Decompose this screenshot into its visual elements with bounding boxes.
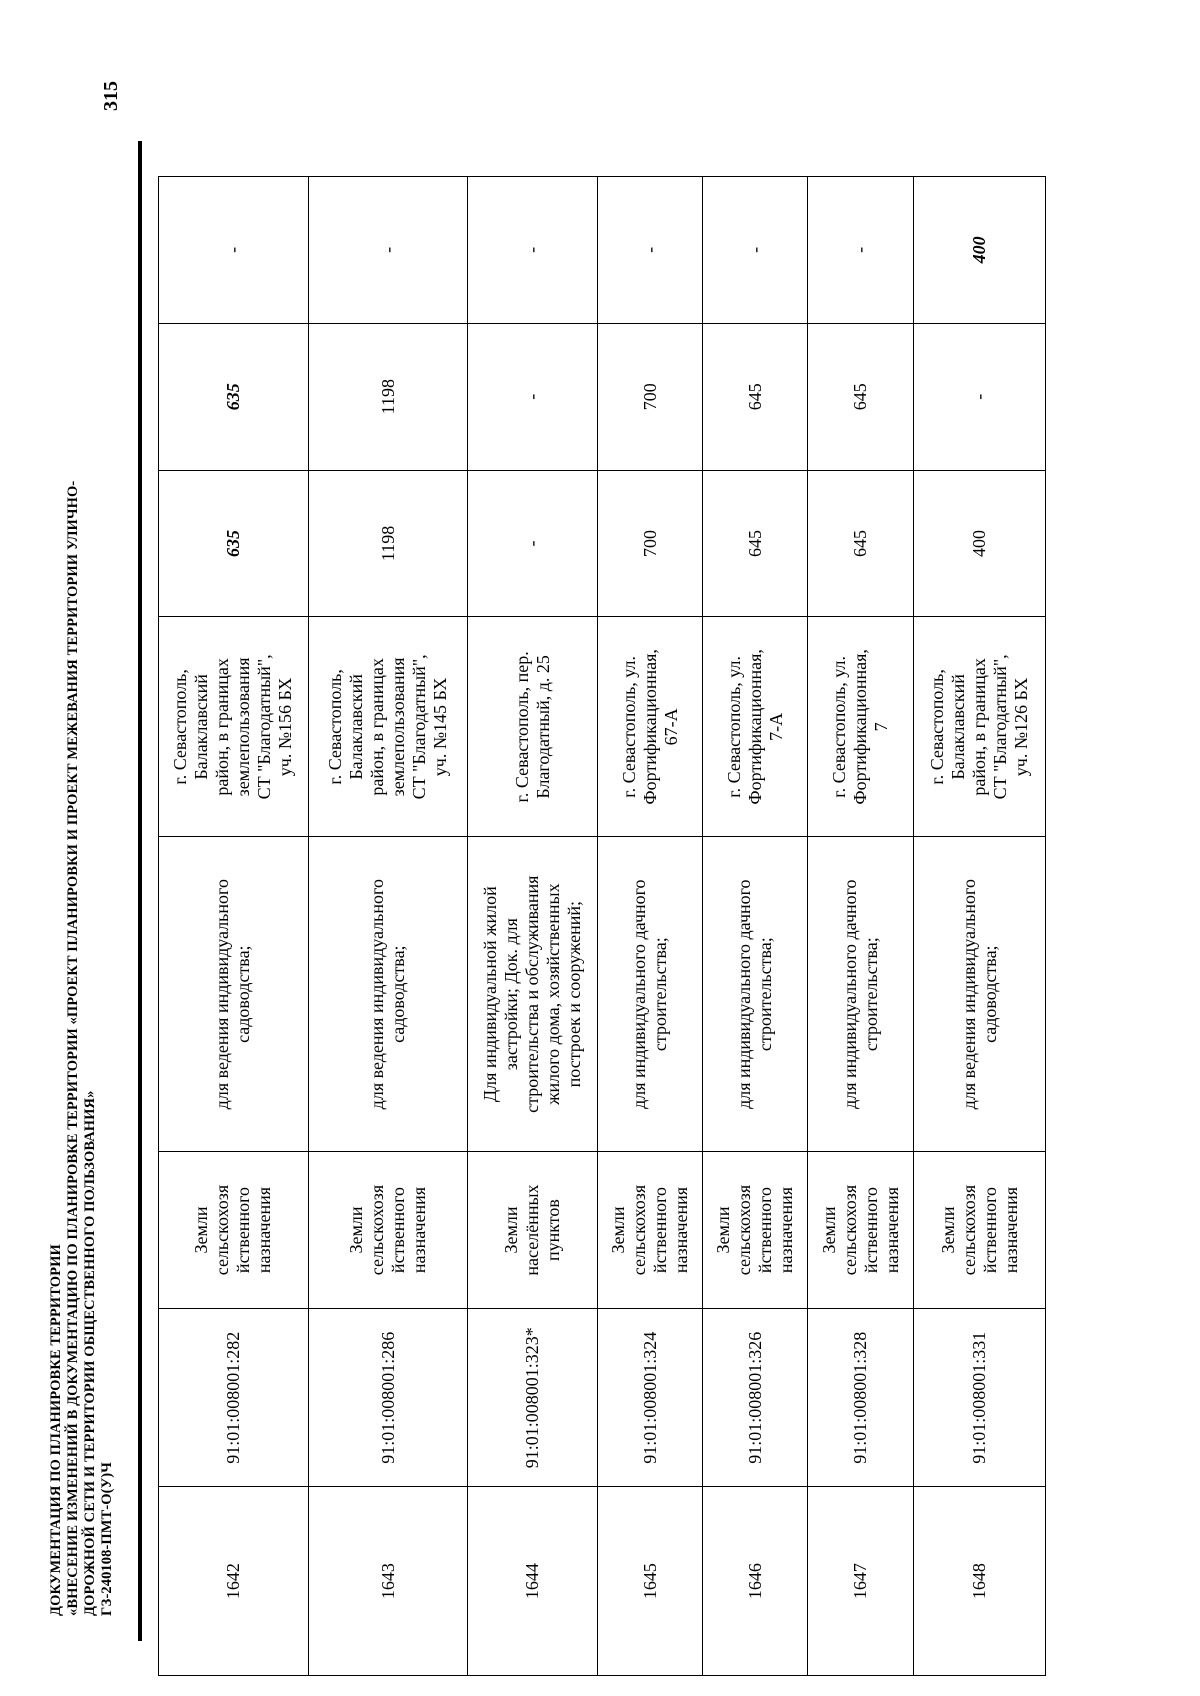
address: г. Севастополь, Балаклавский район, в границах СТ "Благодатный", уч. №126 БХ bbox=[914, 617, 1046, 837]
row-number: 1642 bbox=[159, 1487, 309, 1676]
area-value-1: 635 bbox=[159, 470, 309, 617]
permitted-use: Для индивидуальной жилой застройки; Док. для строительства и обслуживания жилого дома, хозяйственных построек и сооружений; bbox=[468, 837, 598, 1151]
area-value-3: - bbox=[703, 177, 808, 324]
header-divider bbox=[138, 141, 142, 1641]
area-value-2: - bbox=[914, 323, 1046, 470]
permitted-use: для ведения индивидуального садоводства; bbox=[914, 837, 1046, 1151]
table-row bbox=[703, 177, 808, 1676]
area-value-2: - bbox=[468, 323, 598, 470]
land-category: Земли населённых пунктов bbox=[468, 1151, 598, 1308]
area-value-1: 645 bbox=[703, 470, 808, 617]
document-header bbox=[48, 116, 116, 1616]
land-category: Земли сельскохозя йственного назначения bbox=[598, 1151, 703, 1308]
row-number: 1647 bbox=[808, 1487, 914, 1676]
area-value-1: - bbox=[468, 470, 598, 617]
row-number: 1644 bbox=[468, 1487, 598, 1676]
area-value-3: - bbox=[308, 177, 467, 324]
cadastral-number: 91:01:008001:323* bbox=[468, 1309, 598, 1487]
area-value-2: 1198 bbox=[308, 323, 467, 470]
permitted-use: для ведения индивидуального садоводства; bbox=[159, 837, 309, 1151]
permitted-use: для индивидуального дачного строительства; bbox=[808, 837, 914, 1151]
area-value-2: 635 bbox=[159, 323, 309, 470]
header-line-4: ГЗ-240108-ПМТ-О(У)Ч bbox=[99, 1462, 115, 1616]
table-row bbox=[308, 177, 467, 1676]
cadastral-number: 91:01:008001:286 bbox=[308, 1309, 467, 1487]
area-value-1: 400 bbox=[914, 470, 1046, 617]
address: г. Севастополь, Балаклавский район, в границах землепользования СТ "Благодатный", уч. №145 БХ bbox=[308, 617, 467, 837]
address: г. Севастополь, ул. Фортификационная, 67-А bbox=[598, 617, 703, 837]
cadastral-number: 91:01:008001:328 bbox=[808, 1309, 914, 1487]
area-value-2: 700 bbox=[598, 323, 703, 470]
table-row bbox=[468, 177, 598, 1676]
land-category: Земли сельскохозя йственного назначения bbox=[703, 1151, 808, 1308]
area-value-1: 700 bbox=[598, 470, 703, 617]
row-number: 1648 bbox=[914, 1487, 1046, 1676]
land-category: Земли сельскохозя йственного назначения bbox=[308, 1151, 467, 1308]
row-number: 1643 bbox=[308, 1487, 467, 1676]
land-category: Земли сельскохозя йственного назначения bbox=[808, 1151, 914, 1308]
address: г. Севастополь, Балаклавский район, в границах землепользования СТ "Благодатный", уч. №156 БХ bbox=[159, 617, 309, 837]
cadastral-number: 91:01:008001:324 bbox=[598, 1309, 703, 1487]
row-number: 1646 bbox=[703, 1487, 808, 1676]
land-category: Земли сельскохозя йственного назначения bbox=[914, 1151, 1046, 1308]
area-value-3: - bbox=[808, 177, 914, 324]
table-row bbox=[808, 177, 914, 1676]
permitted-use: для индивидуального дачного строительства; bbox=[598, 837, 703, 1151]
area-value-1: 645 bbox=[808, 470, 914, 617]
table-row bbox=[598, 177, 703, 1676]
address: г. Севастополь, пер. Благодатный, д. 25 bbox=[468, 617, 598, 837]
permitted-use: для индивидуального дачного строительства; bbox=[703, 837, 808, 1151]
area-value-3: - bbox=[468, 177, 598, 324]
land-plots-table bbox=[158, 176, 1046, 1676]
table-row bbox=[159, 177, 309, 1676]
area-value-2: 645 bbox=[703, 323, 808, 470]
area-value-2: 645 bbox=[808, 323, 914, 470]
cadastral-number: 91:01:008001:326 bbox=[703, 1309, 808, 1487]
land-category: Земли сельскохозя йственного назначения bbox=[159, 1151, 309, 1308]
header-line-1: ДОКУМЕНТАЦИЯ ПО ПЛАНИРОВКЕ ТЕРРИТОРИИ bbox=[48, 1244, 64, 1616]
row-number: 1645 bbox=[598, 1487, 703, 1676]
header-line-3: ДОРОЖНОЙ СЕТИ И ТЕРРИТОРИИ ОБЩЕСТВЕННОГО ПОЛЬЗОВАНИЯ» bbox=[82, 1090, 98, 1616]
table-row bbox=[914, 177, 1046, 1676]
address: г. Севастополь, ул. Фортификационная, 7-А bbox=[703, 617, 808, 837]
address: г. Севастополь, ул. Фортификационная, 7 bbox=[808, 617, 914, 837]
cadastral-number: 91:01:008001:282 bbox=[159, 1309, 309, 1487]
area-value-3: - bbox=[159, 177, 309, 324]
permitted-use: для ведения индивидуального садоводства; bbox=[308, 837, 467, 1151]
page-number: 315 bbox=[100, 81, 122, 111]
area-value-3: 400 bbox=[914, 177, 1046, 324]
header-line-2: «ВНЕСЕНИЕ ИЗМЕНЕНИЙ В ДОКУМЕНТАЦИЮ ПО ПЛАНИРОВКЕ ТЕРРИТОРИИ «ПРОЕКТ ПЛАНИРОВКИ И ПРОЕКТ МЕЖЕВАНИЯ ТЕРРИТОРИИ УЛИЧНО- bbox=[65, 480, 81, 1616]
cadastral-number: 91:01:008001:331 bbox=[914, 1309, 1046, 1487]
area-value-1: 1198 bbox=[308, 470, 467, 617]
area-value-3: - bbox=[598, 177, 703, 324]
